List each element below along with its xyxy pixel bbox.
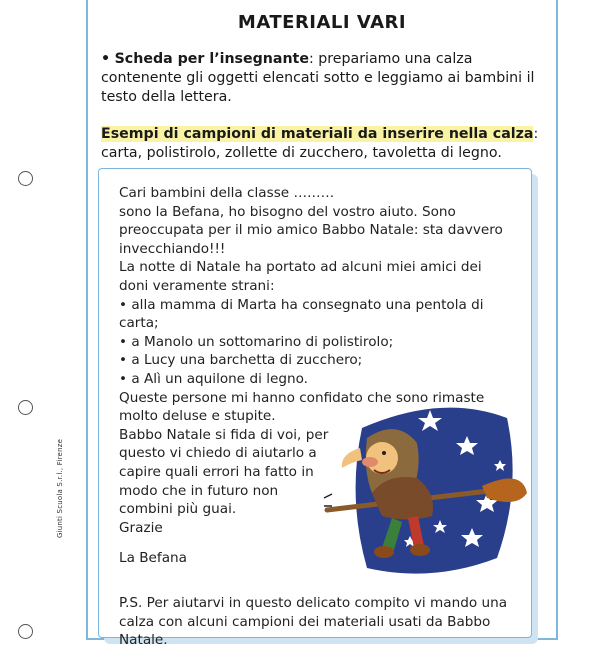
letter-greeting: Cari bambini della classe ……… (119, 185, 335, 201)
letter-list-item: • a Manolo un sottomarino di polistirolo; (119, 333, 394, 350)
teacher-note-lead: Scheda per l’insegnante (114, 51, 309, 67)
letter-paragraph: Babbo Natale si fida di voi, per questo vi chiedo di aiutarlo a capire quali errori ha fatto in modo che in futuro non combini più guai. (119, 426, 329, 518)
letter-list-item: • alla mamma di Marta ha consegnato una pentola di carta; (119, 296, 484, 332)
letter-list-item: • a Lucy una barchetta di zucchero; (119, 352, 363, 369)
teacher-note-text: : prepariamo una calza contenente gli oggetti elencati sotto e leggiamo ai bambini il testo della lettera. (101, 51, 535, 105)
letter-thanks: Grazie (119, 519, 163, 536)
binder-hole-icon (18, 400, 33, 415)
letter-signature: La Befana (119, 550, 187, 567)
letter-paragraph: La notte di Natale ha portato ad alcuni miei amici dei doni veramente strani: (119, 259, 482, 294)
binder-hole-icon (18, 624, 33, 639)
letter-postscript: P.S. Per aiutarvi in questo delicato compito vi mando una calza con alcuni campioni dei materiali usati da Babbo Natale. (119, 595, 508, 649)
bullet-marker: • (101, 51, 111, 67)
materials-examples (101, 125, 556, 163)
befana-on-broom-icon (322, 398, 532, 588)
page-title: MATERIALI VARI (237, 12, 407, 33)
letter-paragraph: Queste persone mi hanno confidato che sono rimaste molto deluse e stupite. (119, 389, 485, 425)
examples-text: : carta, polistirolo, zollette di zucchero, tavoletta di legno. (101, 126, 539, 161)
letter-paragraph: sono la Befana, ho bisogno del vostro aiuto. Sono preoccupata per il mio amico Babbo Natale: sta davvero invecchiando!!! (119, 203, 503, 257)
letter-list-item: • a Alì un aquilone di legno. (119, 370, 308, 387)
copyright-credit: Giunti Scuola S.r.l., Firenze (56, 438, 64, 538)
teacher-note (101, 50, 551, 107)
examples-highlight: Esempi di campioni di materiali da inserire nella calza (101, 126, 534, 142)
binder-hole-icon (18, 171, 33, 186)
